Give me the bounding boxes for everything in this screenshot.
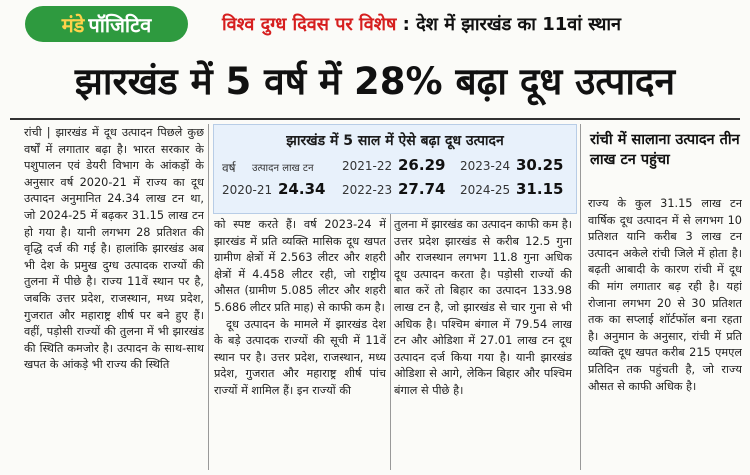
- sidebar-column: राज्य के कुल 31.15 लाख टन वार्षिक दूध उत्पादन में से लगभग 10 प्रतिशत यानि करीब 3 लाख टन उत्पादन अकेले रांची जिले में होता है। बढ़ती आबादी के कारण रांची में दूध की मांग लगातार बढ़ रही है। यहां रोजाना लगभग 20 से 30 प्रतिशत तक का सप्लाई शॉर्टफॉल बना रहता है। अनुमान के अनुसार, रांची में प्रति व्यक्ति दूध खपत करीब 215 एमएल प्रतिदिन तक पहुंचती है, जो राज्य औसत से काफी अधिक है।: [588, 197, 742, 393]
- production-table-box: [213, 124, 577, 214]
- table-value: 26.29: [398, 156, 446, 174]
- kicker-line: [222, 12, 621, 36]
- table-year: 2024-25: [460, 183, 511, 197]
- table-value: 31.15: [516, 180, 564, 198]
- column-2-paragraph-2: दूध उत्पादन के मामले में झारखंड देश के बड़े उत्पादक राज्यों की सूची में 11वें स्थान पर है। उत्तर प्रदेश, राजस्थान, मध्य प्रदेश, गुजरात और महाराष्ट्र शीर्ष पांच राज्यों में शामिल हैं। इन राज्यों की: [214, 317, 386, 397]
- monday-positive-badge: [25, 6, 188, 42]
- column-divider: [580, 124, 581, 470]
- badge-part1: मंडे: [61, 12, 85, 37]
- table-year: 2022-23: [342, 183, 393, 197]
- table-value: 24.34: [278, 180, 326, 198]
- table-year: 2020-21: [222, 183, 273, 197]
- table-year: 2021-22: [342, 159, 393, 173]
- article-column-1: रांची | झारखंड में दूध उत्पादन पिछले कुछ वर्षों में लगातार बढ़ा है। भारत सरकार के पशुपालन एवं डेयरी विभाग के आंकड़ों के अनुसार वर्ष 2020-21 में राज्य का दूध उत्पादन अनुमानित 24.34 लाख टन था, जो 2024-25 में बढ़कर 31.15 लाख टन हो गया है। यानी लगभग 28 प्रतिशत की वृद्धि दर्ज की गई है। हालांकि झारखंड अब भी देश के प्रमुख दुग्ध उत्पादक राज्यों की तुलना में पीछे है। राज्य 11वें स्थान पर है, जबकि उत्तर प्रदेश, राजस्थान, मध्य प्रदेश, गुजरात और महाराष्ट्र शीर्ष पर बने हुए हैं। वहीं, पड़ोसी राज्यों की तुलना में भी झारखंड की स्थिति कमजोर है। उत्पादन के साथ-साथ खपत के आंकड़े भी राज्य की स्थिति: [24, 126, 204, 372]
- sidebar-headline: रांची में सालाना उत्पादन तीन लाख टन पहुंचा: [590, 132, 740, 168]
- column-divider: [208, 124, 209, 470]
- table-year: 2023-24: [460, 159, 511, 173]
- table-year-label: वर्ष: [222, 161, 236, 175]
- column-divider: [390, 214, 391, 470]
- kicker-text: देश में झारखंड का 11वां स्थान: [416, 14, 622, 35]
- table-value: 30.25: [516, 156, 564, 174]
- table-unit-label: उत्पादन लाख टन: [252, 163, 314, 174]
- table-title: झारखंड में 5 साल में ऐसे बढ़ा दूध उत्पादन: [286, 133, 504, 149]
- headline-rule: [10, 118, 740, 120]
- headline: झारखंड में 5 वर्ष में 28% बढ़ा दूध उत्पादन: [74, 60, 676, 103]
- article-column-2: [214, 217, 386, 470]
- table-value: 27.74: [398, 180, 446, 198]
- kicker-label: विश्व दुग्ध दिवस पर विशेष: [222, 14, 397, 35]
- top-band: [0, 0, 750, 48]
- article-column-3: तुलना में झारखंड का उत्पादन काफी कम है। उत्तर प्रदेश झारखंड से करीब 12.5 गुना और राजस्थान लगभग 11.8 गुना अधिक दूध उत्पादन करता है। पड़ोसी राज्यों की बात करें तो बिहार का उत्पादन 133.98 लाख टन है, जो झारखंड से चार गुना से भी अधिक है। पश्चिम बंगाल में 79.54 लाख टन और ओडिशा में 27.01 लाख टन दूध उत्पादन दर्ज किया गया है। यानी झारखंड ओडिशा से आगे, लेकिन बिहार और पश्चिम बंगाल से पीछे है।: [394, 218, 572, 397]
- badge-part2: पॉजिटिव: [88, 12, 152, 37]
- column-2-paragraph-1: को स्पष्ट करते हैं। वर्ष 2023-24 में झारखंड में प्रति व्यक्ति मासिक दूध खपत ग्रामीण क्षेत्रों में 2.563 लीटर और शहरी क्षेत्रों में 4.458 लीटर रही, जो राष्ट्रीय औसत (ग्रामीण 5.085 लीटर और शहरी 5.686 लीटर प्रति माह) से काफी कम है।: [214, 218, 386, 314]
- kicker-sep: :: [396, 14, 417, 35]
